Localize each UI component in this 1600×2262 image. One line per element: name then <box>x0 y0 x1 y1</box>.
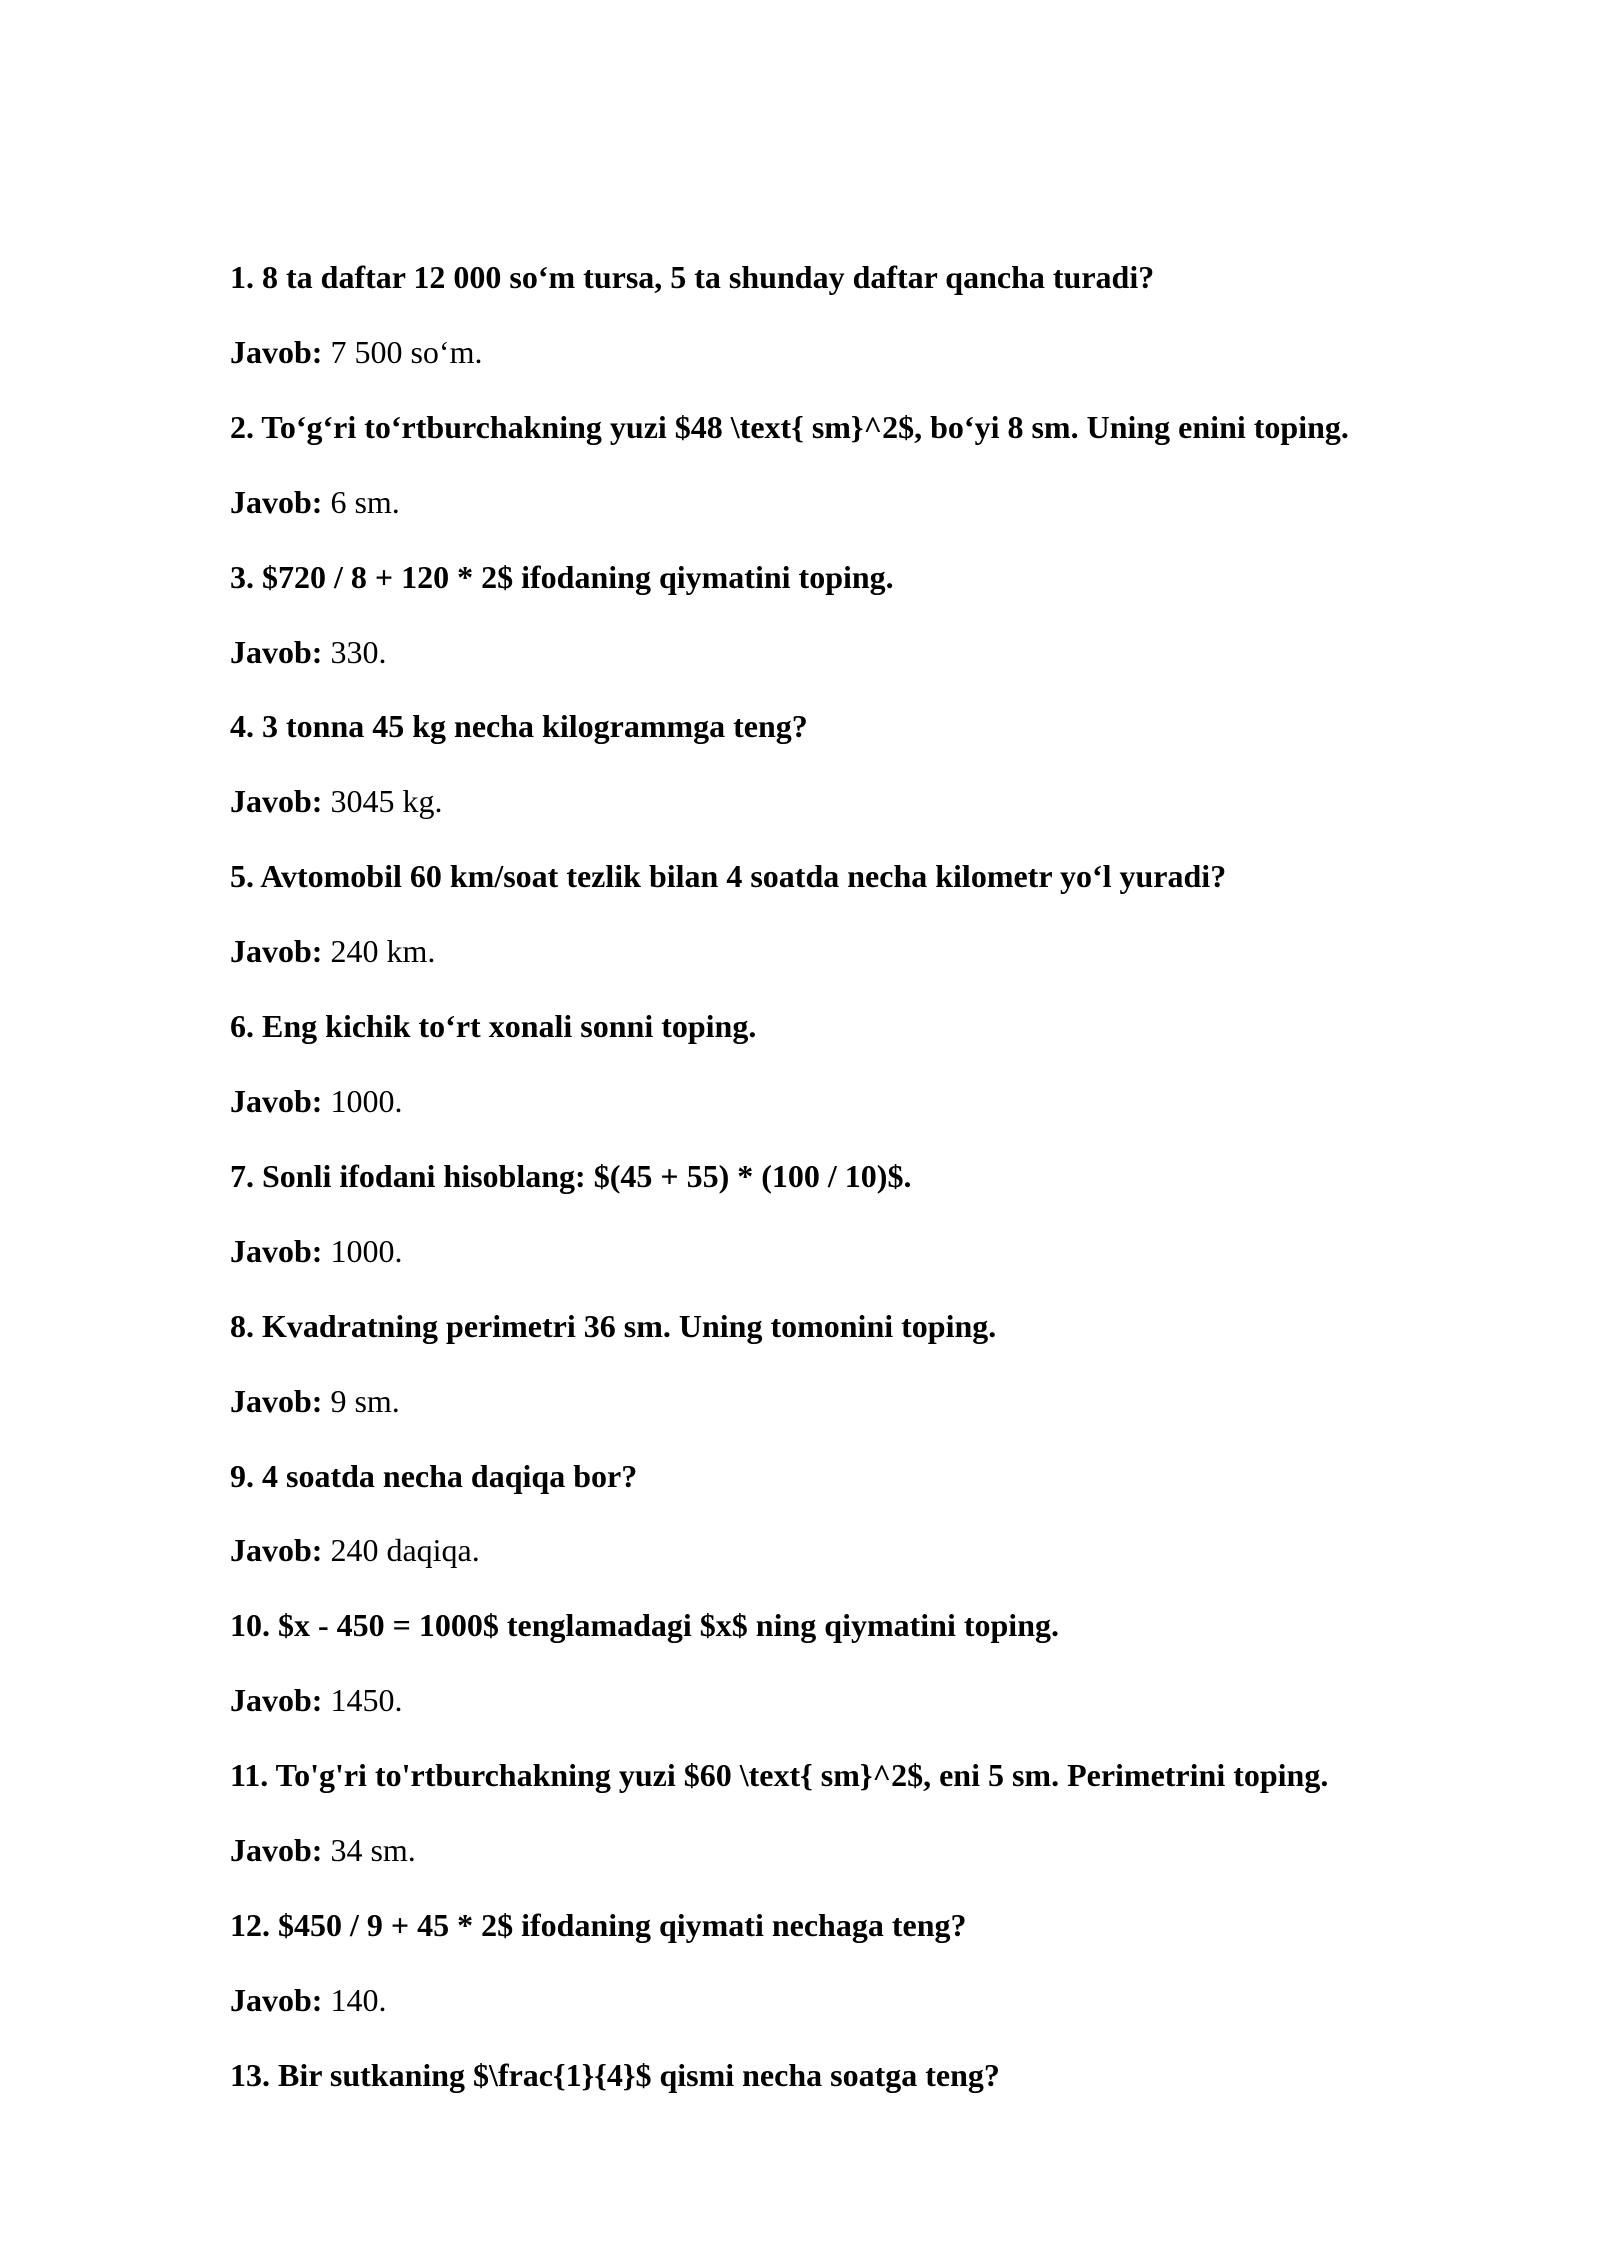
question-8: 8. Kvadratning perimetri 36 sm. Uning tomonini toping. <box>230 1307 997 1344</box>
answer-text: 34 sm. <box>330 1832 416 1869</box>
answer-10 <box>230 1663 1470 1738</box>
answer-9 <box>230 1513 1470 1588</box>
answer-text: 140. <box>330 1981 387 2018</box>
answer-1 <box>230 315 1470 390</box>
answer-text: 7 500 so‘m. <box>330 333 483 370</box>
answer-label: Javob: <box>230 783 323 820</box>
question-13: 13. Bir sutkaning $\frac{1}{4}$ qismi necha soatga teng? <box>230 2056 1000 2093</box>
question-6: 6. Eng kichik to‘rt xonali sonni toping. <box>230 1008 757 1045</box>
answer-text: 1000. <box>330 1082 403 1119</box>
answer-3 <box>230 615 1470 690</box>
answer-label: Javob: <box>230 1082 323 1119</box>
question-5: 5. Avtomobil 60 km/soat tezlik bilan 4 soatda necha kilometr yo‘l yuradi? <box>230 858 1227 895</box>
question-12: 12. $450 / 9 + 45 * 2$ ifodaning qiymati nechaga teng? <box>230 1906 967 1943</box>
answer-2 <box>230 465 1470 540</box>
answer-label: Javob: <box>230 1981 323 2018</box>
document-page <box>230 240 1470 2113</box>
answer-label: Javob: <box>230 633 323 670</box>
question-4: 4. 3 tonna 45 kg necha kilogrammga teng? <box>230 708 808 745</box>
answer-text: 3045 kg. <box>330 783 443 820</box>
answer-label: Javob: <box>230 1232 323 1269</box>
answer-7 <box>230 1214 1470 1289</box>
answer-label: Javob: <box>230 933 323 970</box>
answer-label: Javob: <box>230 1832 323 1869</box>
question-9: 9. 4 soatda necha daqiqa bor? <box>230 1457 638 1494</box>
question-10: 10. $x - 450 = 1000$ tenglamadagi $x$ ning qiymatini toping. <box>230 1607 1059 1644</box>
answer-text: 240 daqiqa. <box>330 1532 480 1569</box>
answer-label: Javob: <box>230 333 323 370</box>
question-1: 1. 8 ta daftar 12 000 so‘m tursa, 5 ta shunday daftar qancha turadi? <box>230 259 1155 295</box>
answer-11 <box>230 1813 1470 1888</box>
answer-text: 6 sm. <box>330 483 400 520</box>
question-7: 7. Sonli ifodani hisoblang: $(45 + 55) * (100 / 10)$. <box>230 1157 912 1194</box>
answer-text: 330. <box>330 633 387 670</box>
answer-12 <box>230 1963 1470 2038</box>
answer-5 <box>230 914 1470 989</box>
answer-label: Javob: <box>230 483 323 520</box>
answer-label: Javob: <box>230 1682 323 1719</box>
answer-4 <box>230 764 1470 839</box>
answer-label: Javob: <box>230 1532 323 1569</box>
question-3: 3. $720 / 8 + 120 * 2$ ifodaning qiymatini toping. <box>230 558 894 595</box>
question-2: 2. To‘g‘ri to‘rtburchakning yuzi $48 \text{ sm}^2$, bo‘yi 8 sm. Uning enini toping. <box>230 408 1349 445</box>
answer-label: Javob: <box>230 1382 323 1419</box>
question-11: 11. To'g'ri to'rtburchakning yuzi $60 \text{ sm}^2$, eni 5 sm. Perimetrini toping. <box>230 1757 1329 1794</box>
answer-text: 9 sm. <box>330 1382 400 1419</box>
answer-text: 1000. <box>330 1232 403 1269</box>
answer-text: 1450. <box>330 1682 403 1719</box>
answer-6 <box>230 1064 1470 1139</box>
answer-text: 240 km. <box>330 933 436 970</box>
answer-8 <box>230 1364 1470 1439</box>
